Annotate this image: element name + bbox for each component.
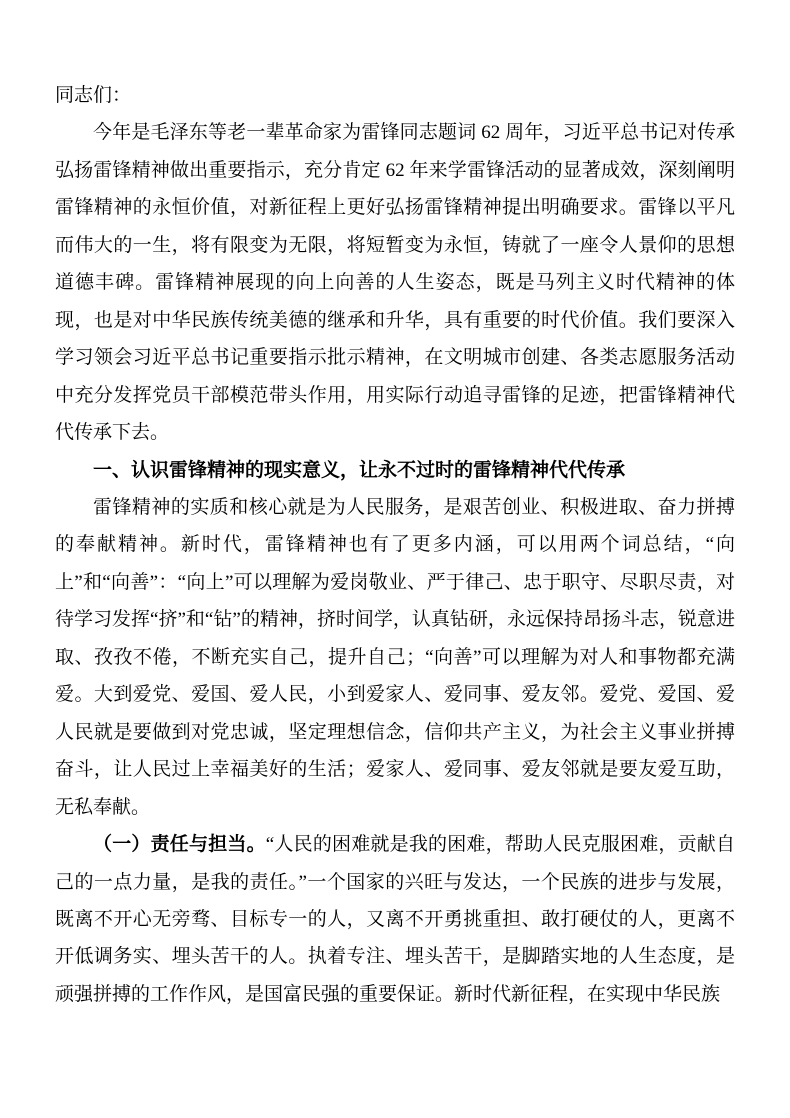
document-body	[55, 114, 735, 1013]
paragraph-lead: （一）责任与担当。	[93, 834, 266, 856]
section-heading: 一、认识雷锋精神的现实意义，让永不过时的雷锋精神代代传承	[93, 459, 626, 481]
body-paragraph: （一）责任与担当。“人民的困难就是我的困难，帮助人民克服困难，贡献自己的一点力量，是我的责任。”一个国家的兴旺与发达，一个民族的进步与发展，既离不开心无旁骛、目标专一的人，又离不开勇挑重担、敢打硬仗的人，更离不开低调务实、埋头苦干的人。执着专注、埋头苦干，是脚踏实地的人生态度，是顽强拼搏的工作作风，是国富民强的重要保证。新时代新征程，在实现中华民族	[55, 834, 735, 1005]
salutation: 同志们：	[55, 85, 132, 106]
body-paragraph: 雷锋精神的实质和核心就是为人民服务，是艰苦创业、积极进取、奋力拼搏的奉献精神。新时代，雷锋精神也有了更多内涵，可以用两个词总结，“向上”和“向善”：“向上”可以理解为爱岗敬业、严于律己、忠于职守、尽职尽责，对待学习发挥“挤”和“钻”的精神，挤时间学，认真钻研，永远保持昂扬斗志，锐意进取、孜孜不倦，不断充实自己，提升自己；“向善”可以理解为对人和事物都充满爱。大到爱党、爱国、爱人民，小到爱家人、爱同事、爱友邻。爱党、爱国、爱人民就是要做到对党忠诚，坚定理想信念，信仰共产主义，为社会主义事业拼搏奋斗，让人民过上幸福美好的生活；爱家人、爱同事、爱友邻就是要友爱互助，无私奉献。	[55, 496, 735, 818]
body-paragraph: 今年是毛泽东等老一辈革命家为雷锋同志题词 62 周年，习近平总书记对传承弘扬雷锋精神做出重要指示，充分肯定 62 年来学雷锋活动的显著成效，深刻阐明雷锋精神的永恒价值，对新征程上更好弘扬雷锋精神提出明确要求。雷锋以平凡而伟大的一生，将有限变为无限，将短暂变为永恒，铸就了一座令人景仰的思想道德丰碑。雷锋精神展现的向上向善的人生姿态，既是马列主义时代精神的体现，也是对中华民族传统美德的继承和升华，具有重要的时代价值。我们要深入学习领会习近平总书记重要指示批示精神，在文明城市创建、各类志愿服务活动中充分发挥党员干部模范带头作用，用实际行动追寻雷锋的足迹，把雷锋精神代代传承下去。	[55, 122, 735, 444]
